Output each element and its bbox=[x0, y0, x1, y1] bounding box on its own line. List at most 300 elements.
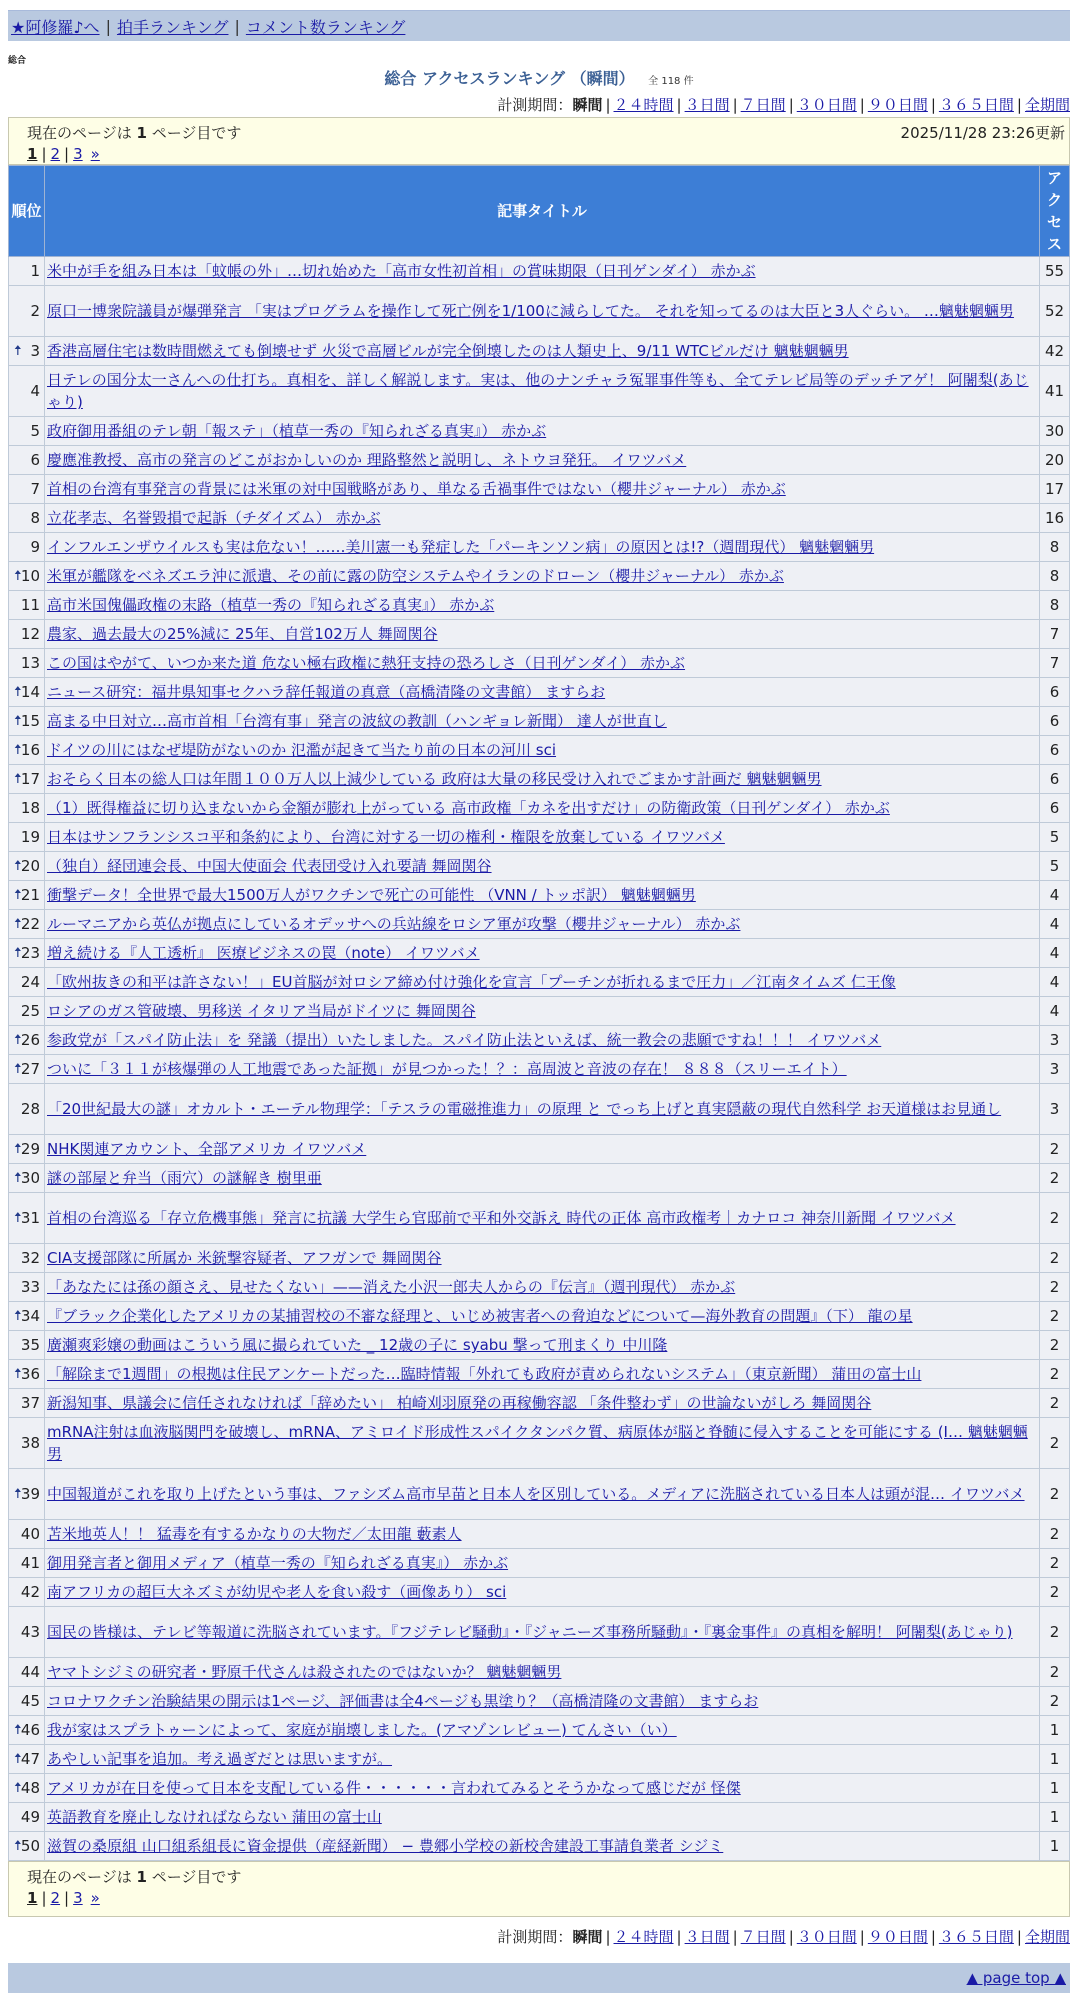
article-link[interactable]: 滋賀の桑原組 山口組系組長に資金提供（産経新聞） − 豊郷小学校の新校舎建設工事請負業者 シジミ bbox=[47, 1837, 724, 1855]
access-count: 7 bbox=[1040, 649, 1070, 678]
article-link[interactable]: NHK関連アカウント、全部アメリカ イワツバメ bbox=[47, 1140, 367, 1158]
rank-number: 34 bbox=[20, 1307, 40, 1325]
access-count: 2 bbox=[1040, 1549, 1070, 1578]
access-count: 2 bbox=[1040, 1302, 1070, 1331]
article-link[interactable]: CIA支援部隊に所属か 米銃撃容疑者、アフガンで 舞岡関谷 bbox=[47, 1249, 442, 1267]
page-info-top bbox=[8, 117, 1070, 165]
period-option[interactable]: ３０日間 bbox=[796, 96, 857, 114]
title-cell bbox=[45, 736, 1040, 765]
period-separator: | bbox=[1016, 96, 1022, 114]
title-cell bbox=[45, 417, 1040, 446]
title-cell bbox=[45, 649, 1040, 678]
title-cell bbox=[45, 852, 1040, 881]
title-cell bbox=[45, 1135, 1040, 1164]
access-count: 2 bbox=[1040, 1658, 1070, 1687]
title-cell bbox=[45, 562, 1040, 591]
rank-number: 43 bbox=[20, 1623, 40, 1641]
table-row bbox=[9, 1469, 1070, 1520]
rank-cell bbox=[9, 1687, 45, 1716]
rank-number: 17 bbox=[20, 770, 40, 788]
article-link[interactable]: 苫米地英人！！ 猛毒を有するかなりの大物だ／太田龍 藪素人 bbox=[47, 1525, 462, 1543]
access-count: 7 bbox=[1040, 620, 1070, 649]
article-link[interactable]: 中国報道がこれを取り上げたという事は、ファシズム高市早苗と日本人を区別している。メディアに洗脳されている日本人は頭が混… イワツバメ bbox=[47, 1485, 1025, 1503]
table-row bbox=[9, 707, 1070, 736]
table-row bbox=[9, 1803, 1070, 1832]
title-cell bbox=[45, 794, 1040, 823]
rank-number: 14 bbox=[20, 683, 40, 701]
period-selector bbox=[8, 1925, 1070, 1949]
article-link[interactable]: 政府御用番組のテレ朝「報ステ」（植草一秀の『知られざる真実』） 赤かぶ bbox=[47, 422, 547, 440]
period-option[interactable]: ３日間 bbox=[684, 96, 730, 114]
article-link[interactable]: 我が家はスプラトゥーンによって、家庭が崩壊しました。(アマゾンレビュー) てんさい（い） bbox=[47, 1721, 677, 1739]
title-cell bbox=[45, 1469, 1040, 1520]
table-row bbox=[9, 475, 1070, 504]
rank-cell bbox=[9, 852, 45, 881]
title-cell bbox=[45, 997, 1040, 1026]
rank-number: 11 bbox=[20, 596, 40, 614]
pager-link[interactable]: 3 bbox=[73, 1889, 83, 1907]
table-row bbox=[9, 852, 1070, 881]
article-link[interactable]: 「20世紀最大の謎」オカルト・エーテル物理学：「テスラの電磁推進力」の原理 と でっち上げと真実隠蔽の現代自然科学 お天道様はお見通し bbox=[47, 1100, 1002, 1118]
rank-cell bbox=[9, 1832, 45, 1861]
title-cell bbox=[45, 620, 1040, 649]
table-row bbox=[9, 881, 1070, 910]
table-row bbox=[9, 1716, 1070, 1745]
rank-cell bbox=[9, 337, 45, 366]
rank-number: 28 bbox=[20, 1100, 40, 1118]
article-link[interactable]: 参政党が「スパイ防止法」を 発議（提出）いたしました。スパイ防止法といえば、統一教会の悲願ですね！！！ イワツバメ bbox=[47, 1031, 882, 1049]
rank-number: 30 bbox=[20, 1169, 40, 1187]
page-title bbox=[8, 69, 1070, 89]
period-separator: | bbox=[859, 96, 865, 114]
rank-up-arrow-icon: 🠅 bbox=[14, 713, 22, 729]
access-count: 2 bbox=[1040, 1360, 1070, 1389]
table-row bbox=[9, 533, 1070, 562]
rank-cell bbox=[9, 1578, 45, 1607]
rank-cell bbox=[9, 1658, 45, 1687]
total-count: 全 118 件 bbox=[648, 76, 694, 87]
rank-number: 22 bbox=[20, 915, 40, 933]
rank-number: 3 bbox=[30, 342, 40, 360]
table-row bbox=[9, 1520, 1070, 1549]
access-count: 3 bbox=[1040, 1055, 1070, 1084]
access-count: 2 bbox=[1040, 1193, 1070, 1244]
access-count: 2 bbox=[1040, 1469, 1070, 1520]
access-count: 4 bbox=[1040, 881, 1070, 910]
article-link[interactable]: インフルエンザウイルスも実は危ない！……美川憲一も発症した「パーキンソン病」の原因とは!?（週間現代） 魑魅魍魎男 bbox=[47, 538, 875, 556]
access-count: 2 bbox=[1040, 1389, 1070, 1418]
rank-number: 44 bbox=[20, 1663, 40, 1681]
period-option[interactable]: ９０日間 bbox=[867, 1928, 928, 1946]
article-link[interactable]: 高市米国傀儡政権の末路（植草一秀の『知られざる真実』） 赤かぶ bbox=[47, 596, 495, 614]
rank-cell bbox=[9, 562, 45, 591]
rank-number: 4 bbox=[30, 382, 40, 400]
period-selector bbox=[8, 93, 1070, 117]
rank-number: 31 bbox=[20, 1209, 40, 1227]
pager-link[interactable]: 2 bbox=[50, 1889, 61, 1907]
period-option[interactable]: ７日間 bbox=[740, 1928, 786, 1946]
rank-number: 50 bbox=[20, 1837, 40, 1855]
rank-number: 9 bbox=[30, 538, 40, 556]
title-header: 記事タイトル bbox=[45, 166, 1040, 257]
access-count: 6 bbox=[1040, 794, 1070, 823]
table-row bbox=[9, 1549, 1070, 1578]
period-current: 瞬間 bbox=[572, 96, 603, 114]
article-link[interactable]: 原口一博衆院議員が爆弾発言 「実はプログラムを操作して死亡例を1/100に減らしてた。 それを知ってるのは大臣と3人ぐらい。 …魑魅魍魎男 bbox=[47, 302, 1014, 320]
article-link[interactable]: （独自）経団連会長、中国大使面会 代表団受け入れ要請 舞岡関谷 bbox=[47, 857, 492, 875]
rank-number: 40 bbox=[20, 1525, 40, 1543]
period-separator: | bbox=[788, 96, 794, 114]
pagination bbox=[27, 144, 1065, 164]
rank-up-arrow-icon: 🠅 bbox=[14, 1838, 22, 1854]
access-count: 42 bbox=[1040, 337, 1070, 366]
title-cell bbox=[45, 1716, 1040, 1745]
period-separator: | bbox=[930, 1928, 936, 1946]
access-count: 8 bbox=[1040, 533, 1070, 562]
access-count: 2 bbox=[1040, 1520, 1070, 1549]
current-page-text: 現在のページは 1 ページ目です bbox=[27, 124, 242, 142]
table-row bbox=[9, 1055, 1070, 1084]
table-row bbox=[9, 1389, 1070, 1418]
title-cell bbox=[45, 939, 1040, 968]
comment-ranking-link[interactable]: コメント数ランキング bbox=[245, 17, 406, 37]
rank-cell bbox=[9, 1273, 45, 1302]
rank-number: 33 bbox=[20, 1278, 40, 1296]
table-row bbox=[9, 1026, 1070, 1055]
article-link[interactable]: 米中が手を組み日本は「蚊帳の外」…切れ始めた「高市女性初首相」の賞味期限（日刊ゲンダイ） 赤かぶ bbox=[47, 262, 756, 280]
article-link[interactable]: 衝撃データ！全世界で最大1500万人がワクチンで死亡の可能性 （VNN / トッポ訳） 魑魅魍魎男 bbox=[47, 886, 696, 904]
article-link[interactable]: アメリカが在日を使って日本を支配している件・・・・・・言われてみるとそうかなって感じだが 怪傑 bbox=[47, 1779, 741, 1797]
rank-number: 27 bbox=[20, 1060, 40, 1078]
rank-up-arrow-icon: 🠅 bbox=[14, 1722, 22, 1738]
title-cell bbox=[45, 1055, 1040, 1084]
ranking-table bbox=[8, 165, 1070, 1861]
access-count: 41 bbox=[1040, 366, 1070, 417]
access-count: 5 bbox=[1040, 823, 1070, 852]
article-link[interactable]: ロシアのガス管破壊、男移送 イタリア当局がドイツに 舞岡関谷 bbox=[47, 1002, 476, 1020]
period-separator: | bbox=[732, 1928, 738, 1946]
updated-time: 2025/11/28 23:26更新 bbox=[900, 124, 1065, 142]
period-separator: | bbox=[605, 96, 611, 114]
rank-cell bbox=[9, 1135, 45, 1164]
title-cell bbox=[45, 1084, 1040, 1135]
access-count: 2 bbox=[1040, 1135, 1070, 1164]
table-row bbox=[9, 1658, 1070, 1687]
access-count: 6 bbox=[1040, 765, 1070, 794]
period-option[interactable]: 全期間 bbox=[1024, 96, 1070, 114]
rank-cell bbox=[9, 678, 45, 707]
period-separator: | bbox=[676, 1928, 682, 1946]
period-separator: | bbox=[1016, 1928, 1022, 1946]
title-cell bbox=[45, 1549, 1040, 1578]
title-cell bbox=[45, 1302, 1040, 1331]
access-count: 2 bbox=[1040, 1244, 1070, 1273]
article-link[interactable]: 米軍が艦隊をベネズエラ沖に派遣、その前に露の防空システムやイランのドローン（櫻井ジャーナル） 赤かぶ bbox=[47, 567, 784, 585]
access-count: 6 bbox=[1040, 707, 1070, 736]
rank-number: 32 bbox=[20, 1249, 40, 1267]
pager-link[interactable]: 3 bbox=[73, 145, 83, 163]
table-row bbox=[9, 794, 1070, 823]
footer-bar bbox=[8, 1963, 1070, 1993]
table-row bbox=[9, 823, 1070, 852]
rank-cell bbox=[9, 504, 45, 533]
access-count: 2 bbox=[1040, 1607, 1070, 1658]
period-option[interactable]: ３６５日間 bbox=[938, 1928, 1014, 1946]
page-title-text: 総合 アクセスランキング （瞬間） bbox=[384, 69, 635, 88]
period-option[interactable]: ３６５日間 bbox=[938, 96, 1014, 114]
pagination bbox=[27, 1888, 1065, 1908]
table-row bbox=[9, 1084, 1070, 1135]
rank-cell bbox=[9, 620, 45, 649]
period-label: 計測期間： bbox=[497, 96, 573, 114]
rank-up-arrow-icon: 🠅 bbox=[14, 1061, 22, 1077]
access-count: 4 bbox=[1040, 997, 1070, 1026]
period-separator: | bbox=[930, 96, 936, 114]
article-link[interactable]: 慶應准教授、高市の発言のどこがおかしいのか 理路整然と説明し、ネトウヨ発狂。 イワツバメ bbox=[47, 451, 687, 469]
rank-number: 13 bbox=[20, 654, 40, 672]
rank-up-arrow-icon: 🠅 bbox=[14, 1141, 22, 1157]
article-link[interactable]: 日本はサンフランシスコ平和条約により、台湾に対する一切の権利・権限を放棄している イワツバメ bbox=[47, 828, 725, 846]
article-link[interactable]: 高まる中日対立…高市首相「台湾有事」発言の波紋の教訓（ハンギョレ新聞） 達人が世直し bbox=[47, 712, 667, 730]
period-option[interactable]: ７日間 bbox=[740, 96, 786, 114]
title-cell bbox=[45, 1578, 1040, 1607]
article-link[interactable]: あやしい記事を追加。考え過ぎだとは思いますが。 bbox=[47, 1750, 393, 1768]
article-link[interactable]: この国はやがて、いつか来た道 危ない極右政権に熱狂支持の恐ろしさ（日刊ゲンダイ） 赤かぶ bbox=[47, 654, 686, 672]
rank-cell bbox=[9, 1389, 45, 1418]
article-link[interactable]: 香港高層住宅は数時間燃えても倒壊せず 火災で高層ビルが完全倒壊したのは人類史上、9/11 WTCビルだけ 魑魅魍魎男 bbox=[47, 342, 849, 360]
article-link[interactable]: 「解除まで1週間」の根拠は住民アンケートだった…臨時情報「外れても政府が責められないシステム」（東京新聞） 蒲田の富士山 bbox=[47, 1365, 922, 1383]
pager-separator: | bbox=[41, 1889, 47, 1907]
access-count: 2 bbox=[1040, 1578, 1070, 1607]
table-row bbox=[9, 1244, 1070, 1273]
rank-number: 37 bbox=[20, 1394, 40, 1412]
rank-cell bbox=[9, 1193, 45, 1244]
title-cell bbox=[45, 257, 1040, 286]
rank-number: 5 bbox=[30, 422, 40, 440]
rank-cell bbox=[9, 910, 45, 939]
access-count: 20 bbox=[1040, 446, 1070, 475]
table-row bbox=[9, 257, 1070, 286]
table-row bbox=[9, 1360, 1070, 1389]
article-link[interactable]: ルーマニアから英仏が拠点にしているオデッサへの兵站線をロシア軍が攻撃（櫻井ジャーナル） 赤かぶ bbox=[47, 915, 741, 933]
table-row bbox=[9, 620, 1070, 649]
rank-cell bbox=[9, 1607, 45, 1658]
title-cell bbox=[45, 1658, 1040, 1687]
title-cell bbox=[45, 707, 1040, 736]
page-top-link[interactable]: ▲ page top ▲ bbox=[966, 1969, 1066, 1987]
title-cell bbox=[45, 475, 1040, 504]
article-link[interactable]: 英語教育を廃止しなければならない 蒲田の富士山 bbox=[47, 1808, 382, 1826]
table-row bbox=[9, 1273, 1070, 1302]
period-option[interactable]: ３日間 bbox=[684, 1928, 730, 1946]
period-option[interactable]: ２４時間 bbox=[613, 96, 674, 114]
period-option[interactable]: ９０日間 bbox=[867, 96, 928, 114]
access-count: 6 bbox=[1040, 678, 1070, 707]
period-separator: | bbox=[788, 1928, 794, 1946]
table-row bbox=[9, 1164, 1070, 1193]
rank-cell bbox=[9, 1549, 45, 1578]
article-link[interactable]: 御用発言者と御用メディア（植草一秀の『知られざる真実』） 赤かぶ bbox=[47, 1554, 509, 1572]
nav-separator: | bbox=[234, 16, 240, 36]
pager-next[interactable]: » bbox=[90, 1889, 100, 1907]
access-count: 3 bbox=[1040, 1084, 1070, 1135]
access-count: 1 bbox=[1040, 1716, 1070, 1745]
table-row bbox=[9, 1302, 1070, 1331]
period-option[interactable]: 全期間 bbox=[1024, 1928, 1070, 1946]
period-option[interactable]: ３０日間 bbox=[796, 1928, 857, 1946]
rank-cell bbox=[9, 1803, 45, 1832]
table-row bbox=[9, 504, 1070, 533]
article-link[interactable]: 首相の台湾有事発言の背景には米軍の対中国戦略があり、単なる舌禍事件ではない（櫻井ジャーナル） 赤かぶ bbox=[47, 480, 786, 498]
access-count: 30 bbox=[1040, 417, 1070, 446]
table-row bbox=[9, 765, 1070, 794]
title-cell bbox=[45, 591, 1040, 620]
title-cell bbox=[45, 1026, 1040, 1055]
article-link[interactable]: ついに「３１１が核爆弾の人工地震であった証拠」が見つかった！？：高周波と音波の存在！ ８８８（スリーエイト） bbox=[47, 1060, 847, 1078]
title-cell bbox=[45, 1389, 1040, 1418]
article-link[interactable]: ニュース研究：福井県知事セクハラ辞任報道の真意（高橋清隆の文書館） ますらお bbox=[47, 683, 606, 701]
rank-number: 46 bbox=[20, 1721, 40, 1739]
rank-cell bbox=[9, 1331, 45, 1360]
rank-number: 47 bbox=[20, 1750, 40, 1768]
table-row bbox=[9, 736, 1070, 765]
title-cell bbox=[45, 1360, 1040, 1389]
title-cell bbox=[45, 765, 1040, 794]
access-count: 1 bbox=[1040, 1774, 1070, 1803]
table-row bbox=[9, 1331, 1070, 1360]
article-link[interactable]: （1）既得権益に切り込まないから金額が膨れ上がっている 高市政権「カネを出すだけ」の防衛政策（日刊ゲンダイ） 赤かぶ bbox=[47, 799, 890, 817]
pager-link[interactable]: 2 bbox=[50, 145, 61, 163]
rank-up-arrow-icon: 🠅 bbox=[14, 1366, 22, 1382]
table-row bbox=[9, 1418, 1070, 1469]
rank-number: 16 bbox=[20, 741, 40, 759]
article-link[interactable]: ヤマトシジミの研究者・野原千代さんは殺されたのではないか？ 魑魅魍魎男 bbox=[47, 1663, 562, 1681]
article-link[interactable]: 『ブラック企業化したアメリカの某捕習校の不審な経理と、いじめ被害者への脅迫などについて—海外教育の問題』（下） 龍の星 bbox=[47, 1307, 913, 1325]
pager-next[interactable]: » bbox=[90, 145, 100, 163]
rank-cell bbox=[9, 794, 45, 823]
nav-separator: | bbox=[105, 16, 111, 36]
title-cell bbox=[45, 1418, 1040, 1469]
access-count: 6 bbox=[1040, 736, 1070, 765]
pager-current: 1 bbox=[27, 145, 38, 163]
rank-cell bbox=[9, 1774, 45, 1803]
rank-cell bbox=[9, 1360, 45, 1389]
rank-number: 6 bbox=[30, 451, 40, 469]
rank-number: 10 bbox=[20, 567, 40, 585]
table-row bbox=[9, 366, 1070, 417]
article-link[interactable]: 農家、過去最大の25%減に 25年、自営102万人 舞岡関谷 bbox=[47, 625, 438, 643]
rank-number: 1 bbox=[30, 262, 40, 280]
rank-number: 19 bbox=[20, 828, 40, 846]
rank-cell bbox=[9, 1026, 45, 1055]
rank-up-arrow-icon: 🠅 bbox=[14, 1751, 22, 1767]
access-count: 8 bbox=[1040, 591, 1070, 620]
article-link[interactable]: おそらく日本の総人口は年間１００万人以上減少している 政府は大量の移民受け入れでごまかす計画だ 魑魅魍魎男 bbox=[47, 770, 822, 788]
access-count: 2 bbox=[1040, 1273, 1070, 1302]
title-cell bbox=[45, 678, 1040, 707]
rank-number: 45 bbox=[20, 1692, 40, 1710]
rank-number: 18 bbox=[20, 799, 40, 817]
section-label: 総合 bbox=[8, 56, 27, 66]
rank-cell bbox=[9, 649, 45, 678]
rank-number: 25 bbox=[20, 1002, 40, 1020]
rank-cell bbox=[9, 475, 45, 504]
article-link[interactable]: ドイツの川にはなぜ堤防がないのか 氾濫が起きて当たり前の日本の河川 sci bbox=[47, 741, 557, 759]
rank-cell bbox=[9, 881, 45, 910]
rank-cell bbox=[9, 446, 45, 475]
rank-cell bbox=[9, 823, 45, 852]
article-link[interactable]: 「あなたには孫の顔さえ、見せたくない」——消えた小沢一郎夫人からの『伝言』（週刊現代） 赤かぶ bbox=[47, 1278, 736, 1296]
rank-up-arrow-icon: 🠅 bbox=[14, 1780, 22, 1796]
rank-header: 順位 bbox=[9, 166, 45, 257]
rank-cell bbox=[9, 1244, 45, 1273]
article-link[interactable]: 「欧州抜きの和平は許さない！」EU首脳が対ロシア締め付け強化を宣言「プーチンが折れるまで圧力」／江南タイムズ 仁王像 bbox=[47, 973, 896, 991]
rank-cell bbox=[9, 997, 45, 1026]
rank-up-arrow-icon: 🠅 bbox=[14, 1032, 22, 1048]
title-cell bbox=[45, 533, 1040, 562]
pager-separator: | bbox=[41, 145, 47, 163]
access-count: 1 bbox=[1040, 1832, 1070, 1861]
table-row bbox=[9, 1135, 1070, 1164]
article-link[interactable]: 日テレの国分太一さんへの仕打ち。真相を、詳しく解説します。実は、他のナンチャラ冤罪事件等も、全てテレビ局等のデッチアゲ！ 阿闍梨(あじゃり) bbox=[47, 371, 1029, 411]
article-link[interactable]: 謎の部屋と弁当（雨穴）の謎解き 樹里亜 bbox=[47, 1169, 322, 1187]
access-count: 1 bbox=[1040, 1745, 1070, 1774]
access-count: 16 bbox=[1040, 504, 1070, 533]
article-link[interactable]: 新潟知事、県議会に信任されなければ「辞めたい」 柏崎刈羽原発の再稼働容認 「条件整わず」の世論ないがしろ 舞岡関谷 bbox=[47, 1394, 872, 1412]
access-count: 5 bbox=[1040, 852, 1070, 881]
pager-separator: | bbox=[64, 145, 70, 163]
pager-current: 1 bbox=[27, 1889, 38, 1907]
rank-cell bbox=[9, 1084, 45, 1135]
rank-cell bbox=[9, 1469, 45, 1520]
rank-number: 42 bbox=[20, 1583, 40, 1601]
clap-ranking-link[interactable]: 拍手ランキング bbox=[116, 17, 229, 37]
article-link[interactable]: mRNA注射は血液脳関門を破壊し、mRNA、アミロイド形成性スパイクタンパク質、病原体が脳と脊髄に侵入することを可能にする (I… 魑魅魍魎男 bbox=[47, 1423, 1028, 1463]
access-count: 2 bbox=[1040, 1164, 1070, 1193]
home-link[interactable]: ★阿修羅♪へ bbox=[11, 17, 100, 37]
period-current: 瞬間 bbox=[572, 1928, 603, 1946]
article-link[interactable]: コロナワクチン治験結果の開示は1ページ、評価書は全4ページも黒塗り？（高橋清隆の文書館） ますらお bbox=[47, 1692, 759, 1710]
table-row bbox=[9, 417, 1070, 446]
access-count: 8 bbox=[1040, 562, 1070, 591]
access-count: 1 bbox=[1040, 1803, 1070, 1832]
rank-number: 8 bbox=[30, 509, 40, 527]
rank-up-arrow-icon: 🠅 bbox=[14, 945, 22, 961]
table-row bbox=[9, 337, 1070, 366]
title-cell bbox=[45, 1244, 1040, 1273]
rank-number: 23 bbox=[20, 944, 40, 962]
article-link[interactable]: 廣瀬爽彩嬢の動画はこういう風に撮られていた _ 12歳の子に syabu 撃って刑まくり 中川隆 bbox=[47, 1336, 668, 1354]
article-link[interactable]: 南アフリカの超巨大ネズミが幼児や老人を食い殺す（画像あり） sci bbox=[47, 1583, 507, 1601]
rank-cell bbox=[9, 257, 45, 286]
title-cell bbox=[45, 823, 1040, 852]
table-row bbox=[9, 997, 1070, 1026]
table-row bbox=[9, 1193, 1070, 1244]
rank-up-arrow-icon: 🠅 bbox=[14, 568, 22, 584]
article-link[interactable]: 増え続ける『人工透析』 医療ビジネスの罠（note） イワツバメ bbox=[47, 944, 480, 962]
title-cell bbox=[45, 337, 1040, 366]
article-link[interactable]: 立花孝志、名誉毀損で起訴（チダイズム） 赤かぶ bbox=[47, 509, 381, 527]
article-link[interactable]: 首相の台湾巡る「存立危機事態」発言に抗議 大学生ら官邸前で平和外交訴え 時代の正体 高市政権考｜カナロコ 神奈川新聞 イワツバメ bbox=[47, 1209, 956, 1227]
period-option[interactable]: ２４時間 bbox=[613, 1928, 674, 1946]
rank-cell bbox=[9, 286, 45, 337]
rank-number: 15 bbox=[20, 712, 40, 730]
rank-cell bbox=[9, 591, 45, 620]
rank-cell bbox=[9, 1520, 45, 1549]
rank-up-arrow-icon: 🠅 bbox=[14, 887, 22, 903]
access-count: 4 bbox=[1040, 968, 1070, 997]
article-link[interactable]: 国民の皆様は、テレビ等報道に洗脳されています。『フジテレビ騒動』・『ジャニーズ事務所騒動』・『裏金事件』の真相を解明！ 阿闍梨(あじゃり) bbox=[47, 1623, 1013, 1641]
